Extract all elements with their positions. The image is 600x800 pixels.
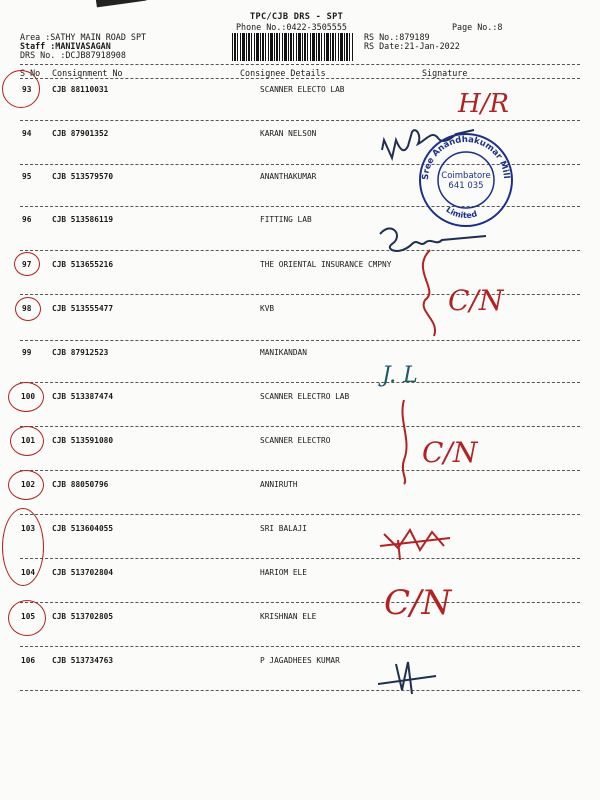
row-consignment: CJB 513387474: [52, 392, 114, 401]
row-consignment: CJB 513702805: [52, 612, 114, 621]
col-header-consignee: Consignee Details: [240, 68, 326, 78]
handwritten-initials: [380, 356, 480, 392]
col-header-consignment: Consignment No: [52, 68, 123, 78]
row-consignee: P JAGADHEES KUMAR: [260, 656, 340, 665]
row-sno: 99: [22, 348, 32, 357]
row-consignee: KVB: [260, 304, 275, 313]
row-consignee: MANIKANDAN: [260, 348, 307, 357]
row-sno: 104: [21, 568, 36, 577]
row-consignee: HARIOM ELE: [260, 568, 307, 577]
svg-text:C/N: C/N: [384, 583, 452, 623]
svg-text:H/R: H/R: [458, 89, 510, 119]
stamp-ring-top: Sree Anandhakumar Mills P.: [413, 123, 511, 181]
row-sno: 100: [21, 392, 36, 401]
row-consignee: SCANNER ELECTRO: [260, 436, 331, 445]
row-consignee: ANNIRUTH: [260, 480, 298, 489]
row-sno: 98: [22, 304, 32, 313]
signature-fitting-lab: [380, 228, 486, 250]
col-header-signature: Signature: [422, 68, 468, 78]
staff-label: Staff :MANIVASAGAN: [20, 41, 111, 51]
row-sno: 106: [21, 656, 36, 665]
row-consignee: THE ORIENTAL INSURANCE CMPNY: [260, 260, 392, 269]
row-sno: 102: [21, 480, 36, 489]
company-stamp: [413, 123, 516, 230]
row-consignee: ANANTHAKUMAR: [260, 172, 317, 181]
row-sno: 95: [22, 172, 32, 181]
row-consignment: CJB 513591080: [52, 436, 114, 445]
signature-jagadhees: [378, 662, 436, 694]
svg-text:C/N: C/N: [448, 284, 504, 317]
row-sno: 96: [22, 215, 32, 224]
row-sno: 105: [21, 612, 36, 621]
row-consignment: CJB 88050796: [52, 480, 109, 489]
col-header-sno: S No: [20, 68, 41, 78]
row-consignment: CJB 513655216: [52, 260, 114, 269]
svg-text:J. L: J. L: [382, 363, 418, 388]
svg-text:C/N: C/N: [422, 436, 478, 469]
stamp-center-city: Coimbatore: [441, 171, 491, 181]
row-consignee: SCANNER ELECTO LAB: [260, 85, 345, 94]
document-title: TPC/CJB DRS - SPT: [250, 12, 344, 22]
row-sno: 93: [22, 85, 32, 94]
row-consignee: SRI BALAJI: [260, 524, 307, 533]
row-consignment: CJB 513555477: [52, 304, 114, 313]
row-sno: 103: [21, 524, 36, 533]
phone-number: Phone No.:0422-3505555: [236, 22, 347, 32]
row-consignment: CJB 87901352: [52, 129, 109, 138]
row-consignee: SCANNER ELECTRO LAB: [260, 392, 350, 401]
stamp-ring-bottom: Limited: [444, 205, 479, 221]
row-consignment: CJB 87912523: [52, 348, 109, 357]
row-consignment: CJB 88110031: [52, 85, 109, 94]
row-consignment: CJB 513579570: [52, 172, 114, 181]
row-consignee: KRISHNAN ELE: [260, 612, 317, 621]
page-number: Page No.:8: [452, 22, 503, 32]
row-sno: 101: [21, 436, 36, 445]
drs-number: DRS No. :DCJB87918908: [20, 50, 126, 60]
row-consignment: CJB 513586119: [52, 215, 114, 224]
row-sno: 94: [22, 129, 32, 138]
row-consignee: KARAN NELSON: [260, 129, 317, 138]
row-consignment: CJB 513604055: [52, 524, 114, 533]
stamp-center-pin: 641 035: [448, 181, 484, 191]
rs-number: RS No.:879189: [364, 32, 430, 42]
rs-date: RS Date:21-Jan-2022: [364, 41, 460, 51]
area-label: Area :SATHY MAIN ROAD SPT: [20, 32, 147, 42]
row-consignment: CJB 513734763: [52, 656, 114, 665]
row-sno: 97: [22, 260, 32, 269]
row-consignee: FITTING LAB: [260, 215, 312, 224]
row-consignment: CJB 513702804: [52, 568, 114, 577]
